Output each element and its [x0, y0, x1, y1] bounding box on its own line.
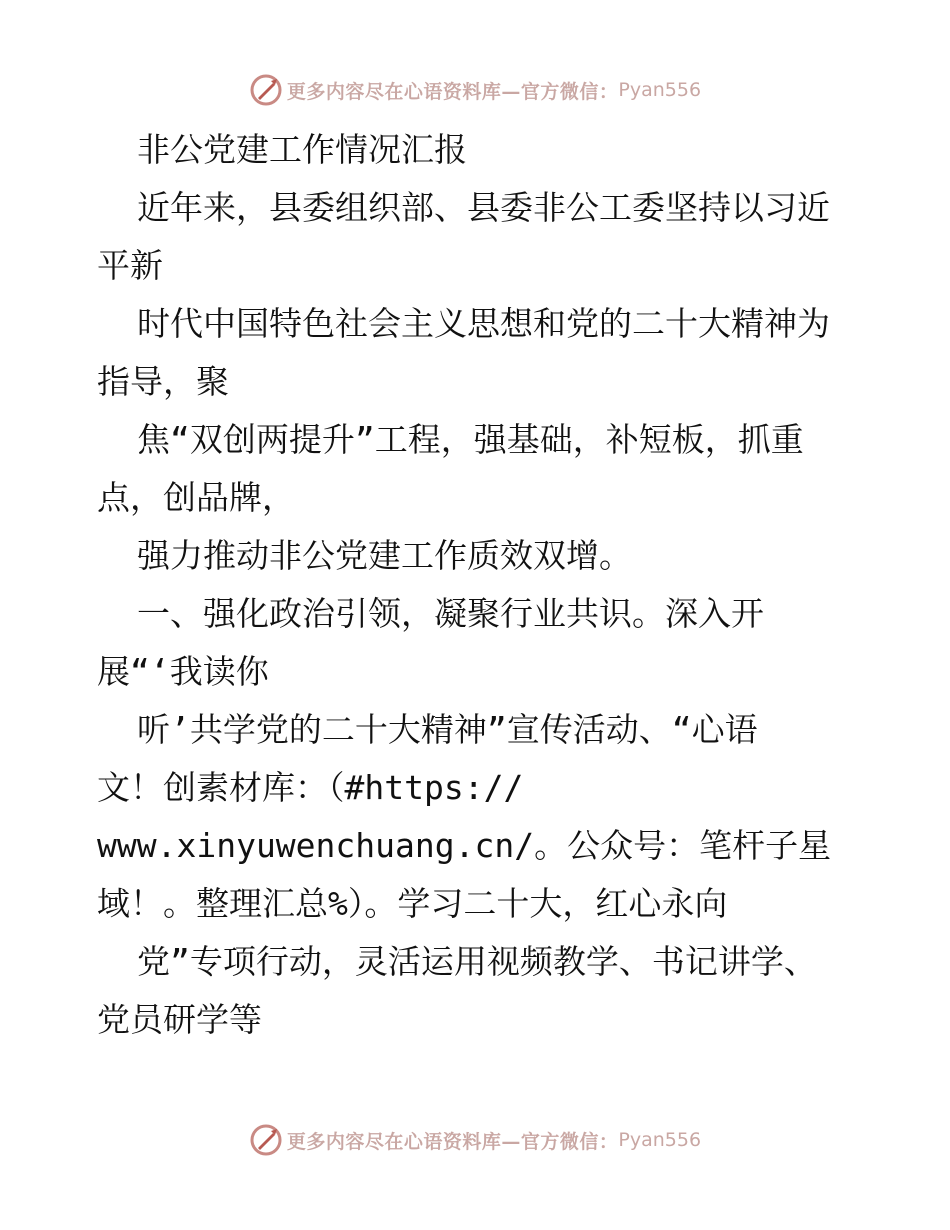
paragraph-line: 域！。整理汇总%）。学习二十大，红心永向 — [97, 884, 728, 923]
quill-logo-icon — [249, 1123, 283, 1157]
paragraph-line: 强力推动非公党建工作质效双增。 — [137, 536, 632, 575]
watermark-wechat-id: Pyan556 — [618, 79, 702, 101]
paragraph-line: 指导，聚 — [97, 362, 229, 401]
paragraph-line: 近年来，县委组织部、县委非公工委坚持以习近 — [137, 188, 830, 227]
header-watermark — [0, 70, 950, 110]
paragraph-line: 平新 — [97, 246, 163, 285]
watermark-wechat-id: Pyan556 — [618, 1129, 702, 1151]
paragraph-line: 展“‘我读你 — [97, 652, 269, 691]
document-body — [97, 121, 877, 1049]
quill-logo-icon — [249, 73, 283, 107]
footer-watermark — [0, 1120, 950, 1160]
paragraph-line: 焦“双创两提升”工程，强基础，补短板，抓重 — [137, 420, 804, 459]
watermark-text: 更多内容尽在心语资料库—官方微信： — [286, 80, 619, 103]
paragraph-line: 点，创品牌， — [97, 478, 295, 517]
paragraph-line: 文！创素材库：（#https:// — [97, 768, 524, 807]
paragraph-line: 党员研学等 — [97, 1000, 262, 1039]
paragraph-line: 时代中国特色社会主义思想和党的二十大精神为 — [137, 304, 830, 343]
paragraph-line: 听’共学党的二十大精神”宣传活动、“心语 — [137, 710, 758, 749]
watermark-text: 更多内容尽在心语资料库—官方微信： — [286, 1130, 619, 1153]
paragraph-line: www.xinyuwenchuang.cn/。公众号：笔杆子星 — [97, 826, 832, 865]
document-title: 非公党建工作情况汇报 — [137, 130, 467, 169]
section-heading-line: 一、强化政治引领，凝聚行业共识。深入开 — [137, 594, 764, 633]
paragraph-line: 党”专项行动，灵活运用视频教学、书记讲学、 — [137, 942, 817, 981]
